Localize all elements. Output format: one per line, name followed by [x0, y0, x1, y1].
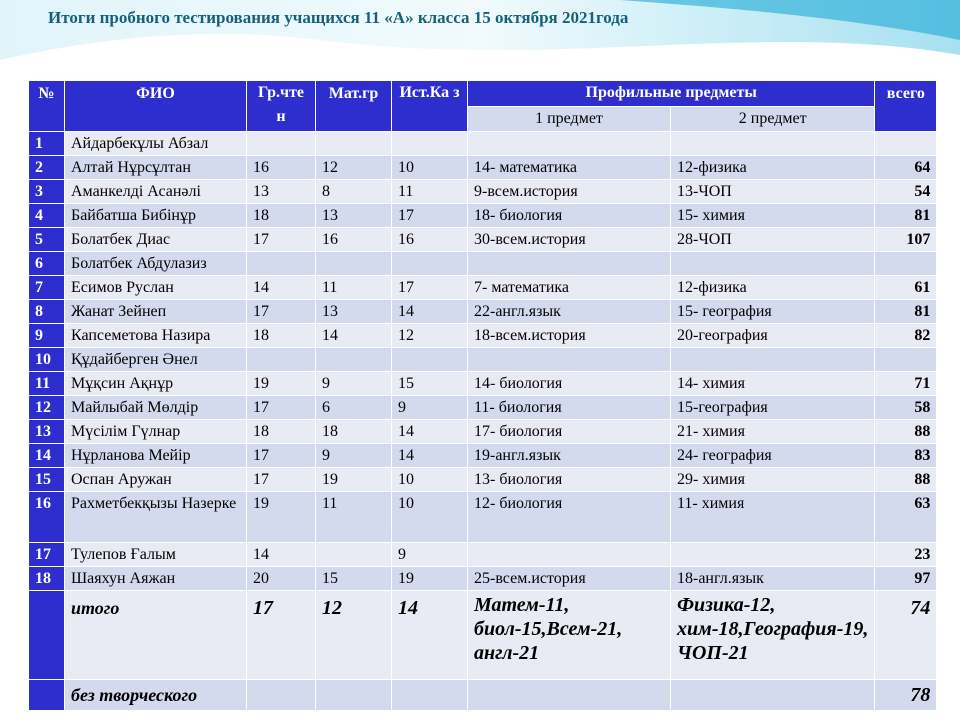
header-num: №	[29, 81, 65, 132]
cell-num: 2	[29, 156, 65, 180]
cell-ist	[392, 252, 468, 276]
cell-subject2: 21- химия	[671, 420, 875, 444]
cell-num: 14	[29, 444, 65, 468]
cell-total: 107	[875, 228, 937, 252]
cell-num: 12	[29, 396, 65, 420]
cell-subject2	[671, 252, 875, 276]
cell-ist: 14	[392, 300, 468, 324]
cell-total: 61	[875, 276, 937, 300]
header-subject2: 2 предмет	[671, 107, 875, 132]
cell-gr	[247, 132, 316, 156]
results-table	[28, 80, 937, 711]
cell-subject2: 15- химия	[671, 204, 875, 228]
cell-name: Жанат Зейнеп	[65, 300, 247, 324]
cell-mat: 13	[316, 204, 392, 228]
cell-ist: 14	[392, 444, 468, 468]
cell-subject2: 14- химия	[671, 372, 875, 396]
cell-name: Құдайберген Әнел	[65, 348, 247, 372]
no-creative-cell-subject2	[671, 680, 875, 711]
page-title: Итоги пробного тестирования учащихся 11 «А» класса 15 октября 2021года	[48, 8, 629, 27]
cell-total: 83	[875, 444, 937, 468]
cell-num: 7	[29, 276, 65, 300]
cell-subject1: 30-всем.история	[468, 228, 671, 252]
cell-name: Шаяхун Аяжан	[65, 567, 247, 591]
cell-gr: 18	[247, 324, 316, 348]
no-creative-cell-label: без творческого	[65, 680, 247, 711]
cell-subject1: 19-англ.язык	[468, 444, 671, 468]
cell-total: 88	[875, 468, 937, 492]
cell-mat: 15	[316, 567, 392, 591]
cell-total: 81	[875, 300, 937, 324]
cell-subject2: 18-англ.язык	[671, 567, 875, 591]
cell-mat: 19	[316, 468, 392, 492]
header-profile: Профильные предметы	[468, 81, 875, 107]
cell-subject2	[671, 132, 875, 156]
cell-subject1: 18- биология	[468, 204, 671, 228]
cell-subject2: 12-физика	[671, 276, 875, 300]
cell-total: 81	[875, 204, 937, 228]
no-creative-cell-mat	[316, 680, 392, 711]
cell-gr: 19	[247, 492, 316, 543]
cell-total: 54	[875, 180, 937, 204]
cell-total: 82	[875, 324, 937, 348]
cell-ist: 9	[392, 543, 468, 567]
table-row	[29, 396, 937, 420]
table-row	[29, 204, 937, 228]
cell-subject1: 13- биология	[468, 468, 671, 492]
cell-total	[875, 132, 937, 156]
cell-mat: 16	[316, 228, 392, 252]
cell-subject1: 11- биология	[468, 396, 671, 420]
cell-subject1: 9-всем.история	[468, 180, 671, 204]
cell-subject1	[468, 132, 671, 156]
cell-num: 5	[29, 228, 65, 252]
cell-name: Рахметбекқызы Назерке	[65, 492, 247, 543]
cell-num: 1	[29, 132, 65, 156]
cell-name: Болатбек Диас	[65, 228, 247, 252]
cell-total: 97	[875, 567, 937, 591]
cell-mat: 18	[316, 420, 392, 444]
cell-gr	[247, 348, 316, 372]
summary-cell-mat: 12	[316, 591, 392, 680]
table-row	[29, 156, 937, 180]
cell-subject2: 15- география	[671, 300, 875, 324]
summary-cell-subject2: Физика-12, хим-18,География-19, ЧОП-21	[671, 591, 875, 680]
cell-mat	[316, 543, 392, 567]
cell-ist: 19	[392, 567, 468, 591]
cell-subject2: 20-география	[671, 324, 875, 348]
table-row	[29, 543, 937, 567]
cell-mat: 9	[316, 372, 392, 396]
cell-num: 18	[29, 567, 65, 591]
no-creative-cell-gr	[247, 680, 316, 711]
cell-gr: 14	[247, 276, 316, 300]
cell-num: 10	[29, 348, 65, 372]
cell-total: 23	[875, 543, 937, 567]
cell-num: 4	[29, 204, 65, 228]
table-row	[29, 468, 937, 492]
cell-subject1: 14- математика	[468, 156, 671, 180]
cell-subject1: 7- математика	[468, 276, 671, 300]
cell-mat: 11	[316, 492, 392, 543]
summary-cell-total: 74	[875, 591, 937, 680]
summary-cell-num	[29, 591, 65, 680]
table-row	[29, 300, 937, 324]
table-row	[29, 276, 937, 300]
header-total: всего	[875, 81, 937, 132]
table-row	[29, 252, 937, 276]
cell-name: Айдарбекұлы Абзал	[65, 132, 247, 156]
cell-subject2: 29- химия	[671, 468, 875, 492]
cell-name: Есимов Руслан	[65, 276, 247, 300]
cell-total: 63	[875, 492, 937, 543]
summary-cell-ist: 14	[392, 591, 468, 680]
cell-gr: 17	[247, 300, 316, 324]
table-row	[29, 228, 937, 252]
cell-ist	[392, 132, 468, 156]
cell-mat: 6	[316, 396, 392, 420]
cell-subject2: 24- география	[671, 444, 875, 468]
cell-name: Капсеметова Назира	[65, 324, 247, 348]
cell-subject2: 28-ЧОП	[671, 228, 875, 252]
cell-subject2: 12-физика	[671, 156, 875, 180]
cell-total: 71	[875, 372, 937, 396]
cell-total	[875, 348, 937, 372]
cell-gr: 18	[247, 204, 316, 228]
cell-subject1	[468, 252, 671, 276]
cell-gr	[247, 252, 316, 276]
header-gr: Гр.чте н	[247, 81, 316, 132]
table-row	[29, 180, 937, 204]
no-creative-row	[29, 680, 937, 711]
no-creative-cell-total: 78	[875, 680, 937, 711]
cell-ist: 10	[392, 468, 468, 492]
cell-name: Тулепов Ғалым	[65, 543, 247, 567]
cell-num: 17	[29, 543, 65, 567]
cell-total: 64	[875, 156, 937, 180]
cell-num: 8	[29, 300, 65, 324]
cell-gr: 16	[247, 156, 316, 180]
cell-subject1: 17- биология	[468, 420, 671, 444]
cell-ist: 10	[392, 156, 468, 180]
table-row	[29, 420, 937, 444]
header-subject1: 1 предмет	[468, 107, 671, 132]
cell-mat	[316, 252, 392, 276]
header-fio: ФИО	[65, 81, 247, 132]
cell-subject1: 12- биология	[468, 492, 671, 543]
cell-subject2: 11- химия	[671, 492, 875, 543]
cell-total: 88	[875, 420, 937, 444]
cell-name: Алтай Нұрсұлтан	[65, 156, 247, 180]
cell-name: Болатбек Абдулазиз	[65, 252, 247, 276]
header-mat: Мат.гр	[316, 81, 392, 132]
table-row	[29, 444, 937, 468]
cell-ist: 16	[392, 228, 468, 252]
cell-ist: 15	[392, 372, 468, 396]
cell-name: Майлыбай Мөлдір	[65, 396, 247, 420]
cell-name: Аманкелді Асанәлі	[65, 180, 247, 204]
cell-gr: 17	[247, 228, 316, 252]
cell-mat: 12	[316, 156, 392, 180]
cell-subject1	[468, 348, 671, 372]
cell-ist: 9	[392, 396, 468, 420]
summary-row	[29, 591, 937, 680]
cell-gr: 19	[247, 372, 316, 396]
cell-ist	[392, 348, 468, 372]
cell-subject1	[468, 543, 671, 567]
cell-num: 16	[29, 492, 65, 543]
cell-ist: 11	[392, 180, 468, 204]
cell-mat	[316, 132, 392, 156]
cell-subject1: 14- биология	[468, 372, 671, 396]
cell-ist: 14	[392, 420, 468, 444]
cell-total: 58	[875, 396, 937, 420]
table-row	[29, 348, 937, 372]
cell-mat	[316, 348, 392, 372]
no-creative-cell-ist	[392, 680, 468, 711]
table-row	[29, 492, 937, 543]
cell-mat: 13	[316, 300, 392, 324]
cell-name: Мұқсин Ақнұр	[65, 372, 247, 396]
cell-subject1: 18-всем.история	[468, 324, 671, 348]
table-row	[29, 132, 937, 156]
summary-cell-subject1: Матем-11, биол-15,Всем-21, англ-21	[468, 591, 671, 680]
cell-gr: 14	[247, 543, 316, 567]
no-creative-cell-subject1	[468, 680, 671, 711]
cell-name: Оспан Аружан	[65, 468, 247, 492]
cell-num: 13	[29, 420, 65, 444]
cell-ist: 17	[392, 204, 468, 228]
cell-ist: 17	[392, 276, 468, 300]
cell-total	[875, 252, 937, 276]
cell-mat: 11	[316, 276, 392, 300]
cell-subject1: 22-англ.язык	[468, 300, 671, 324]
cell-subject2	[671, 348, 875, 372]
cell-num: 3	[29, 180, 65, 204]
cell-subject1: 25-всем.история	[468, 567, 671, 591]
cell-num: 15	[29, 468, 65, 492]
cell-gr: 17	[247, 468, 316, 492]
cell-name: Нұрланова Мейір	[65, 444, 247, 468]
cell-name: Байбатша Бибінұр	[65, 204, 247, 228]
cell-ist: 10	[392, 492, 468, 543]
cell-name: Мүсілім Гүлнар	[65, 420, 247, 444]
cell-gr: 17	[247, 444, 316, 468]
summary-cell-label: итого	[65, 591, 247, 680]
summary-cell-gr: 17	[247, 591, 316, 680]
cell-subject2: 15-география	[671, 396, 875, 420]
header-ist: Ист.Ка з	[392, 81, 468, 132]
cell-gr: 13	[247, 180, 316, 204]
table-row	[29, 372, 937, 396]
cell-gr: 18	[247, 420, 316, 444]
cell-gr: 17	[247, 396, 316, 420]
cell-mat: 14	[316, 324, 392, 348]
cell-subject2	[671, 543, 875, 567]
cell-num: 9	[29, 324, 65, 348]
cell-subject2: 13-ЧОП	[671, 180, 875, 204]
cell-num: 11	[29, 372, 65, 396]
table-row	[29, 567, 937, 591]
cell-mat: 9	[316, 444, 392, 468]
cell-num: 6	[29, 252, 65, 276]
cell-gr: 20	[247, 567, 316, 591]
cell-mat: 8	[316, 180, 392, 204]
cell-ist: 12	[392, 324, 468, 348]
no-creative-cell-num	[29, 680, 65, 711]
table-row	[29, 324, 937, 348]
